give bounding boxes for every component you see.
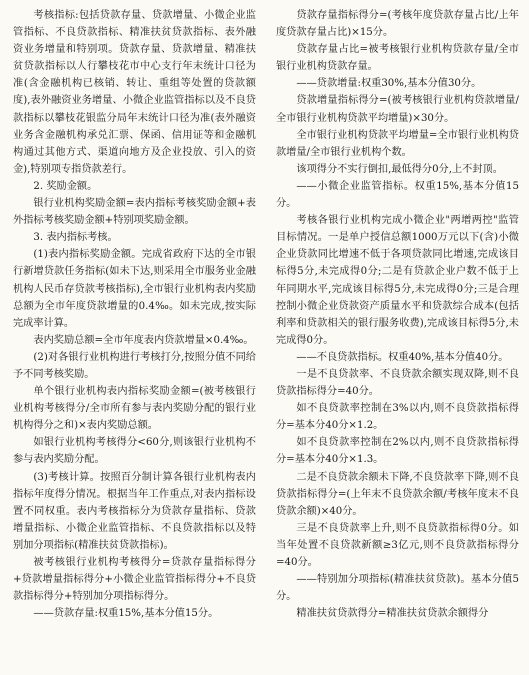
paragraph: 2. 奖励金额。: [33, 180, 98, 192]
paragraph: (1)表内指标奖励金额。完成省政府下达的全市银行新增贷款任务指标(如未下达,则采用全市服务业金融机构人民币存贷款考核指标),全市银行业机构表内奖励总额为全市年度贷款增量的0.4‰。如未完成,按实际完成率计算。: [13, 249, 256, 329]
paragraph: 如不良贷款率控制在3%以内,则不良贷款指标得分=基本分40分×1.2。: [276, 403, 519, 432]
paragraph: (2)对各银行业机构进行考核打分,按照分值不同给予不同考核奖励。: [13, 351, 256, 380]
paragraph: 贷款存量占比=被考核银行业机构贷款存量/全市银行业机构贷款存量。: [276, 44, 519, 73]
paragraph: 贷款增量指标得分=(被考核银行业机构贷款增量/全市银行业机构贷款平均增量)×30分。: [276, 95, 519, 124]
paragraph: ——贷款存量:权重15%,基本分值15分。: [33, 608, 219, 620]
paragraph: (3)考核计算。按照百分制计算各银行业机构表内指标年度得分情况。根据当年工作重点,对表内指标设置不同权重。表内考核指标分为贷款存量指标、贷款增量指标、小微企业监管指标、不良贷款指标以及特别加分项指标(精准扶贫贷款指标)。: [13, 471, 256, 551]
paragraph: 考核各银行业机构完成小微企业"两增两控"监管目标情况。一是单户授信总额1000万元以下(含)小微企业贷款同比增速不低于各项贷款同比增速,完成该目标得5分,未完成得0分;二是有贷款企业户数不低于上年同期水平,完成该目标得5分,未完成得0分;三是合理控制小微企业贷款资产质量水平和贷款综合成本(包括利率和贷款相关的银行服务收费),完成该目标得5分,未完成得0分。: [276, 215, 519, 346]
left-column: [13, 7, 256, 622]
paragraph: 3. 表内指标考核。: [33, 232, 118, 244]
paragraph: 该项得分不实行倒扣,最低得分0分,上不封顶。: [296, 163, 503, 175]
paragraph: ——不良贷款指标。权重40%,基本分值40分。: [296, 351, 509, 363]
paragraph: ——小微企业监管指标。权重15%,基本分值15分。: [276, 180, 519, 210]
paragraph: 考核指标:包括贷款存量、贷款增量、小微企业监管指标、不良贷款指标、精准扶贫贷款指标、表外融资业务增量和特别项。贷款存量、贷款增量、精准扶贫贷款指标以人行攀枝花市中心支行年末统计口径为准(含金融机构已核销、转让、重组等处置的贷款额度),表外融资业务增量、小微企业监管指标以及不良贷款指标以攀枝花银监分局年末统计口径为准(表外融资业务含金融机构承兑汇票、保函、信用证等和金融机构通过其他方式、渠道向地方及企业投放、引入的资金),特别项专指贷款差行。: [13, 10, 256, 175]
paragraph: 贷款存量指标得分=(考核年度贷款存量占比/上年度贷款存量占比)×15分。: [276, 10, 519, 39]
paragraph: 表内奖励总额=全市年度表内贷款增量×0.4‰。: [33, 334, 254, 346]
paragraph: 精准扶贫贷款得分=精准扶贫贷款余额得分: [296, 608, 489, 620]
paragraph: 全市银行业机构贷款平均增量=全市银行业机构贷款增量/全市银行业机构个数。: [276, 129, 519, 158]
right-column: [276, 7, 519, 622]
paragraph: 一是不良贷款率、不良贷款余额实现双降,则不良贷款指标得分=40分。: [276, 368, 519, 398]
paragraph: 银行业机构奖励金额=表内指标考核奖励金额+表外指标考核奖励金额+特别项奖励金额。: [13, 198, 256, 227]
paragraph: 单个银行业机构表内指标奖励金额=(被考核银行业机构考核得分/全市所有参与表内奖励分配的银行业机构得分之和)×表内奖励总额。: [13, 386, 256, 432]
paragraph: 被考核银行业机构考核得分=贷款存量指标得分+贷款增量指标得分+小微企业监管指标得分+不良贷款指标得分+特别加分项指标得分。: [13, 557, 256, 603]
paragraph: 三是不良贷款率上升,则不良贷款指标得0分。如当年处置不良贷款新额≥3亿元,则不良贷款指标得分=40分。: [276, 522, 519, 568]
paragraph: 如银行业机构考核得分<60分,则该银行业机构不参与表内奖励分配。: [13, 437, 256, 466]
paragraph: ——特别加分项指标(精准扶贫贷款)。基本分值5分。: [276, 574, 519, 603]
paragraph: 二是不良贷款余额未下降,不良贷款率下降,则不良贷款指标得分=(上年末不良贷款余额/考核年度末不良贷款余额)×40分。: [276, 471, 519, 517]
paragraph: ——贷款增量:权重30%,基本分值30分。: [296, 78, 482, 90]
paragraph: 如不良贷款率控制在2%以内,则不良贷款指标得分=基本分40分×1.3。: [276, 437, 519, 466]
